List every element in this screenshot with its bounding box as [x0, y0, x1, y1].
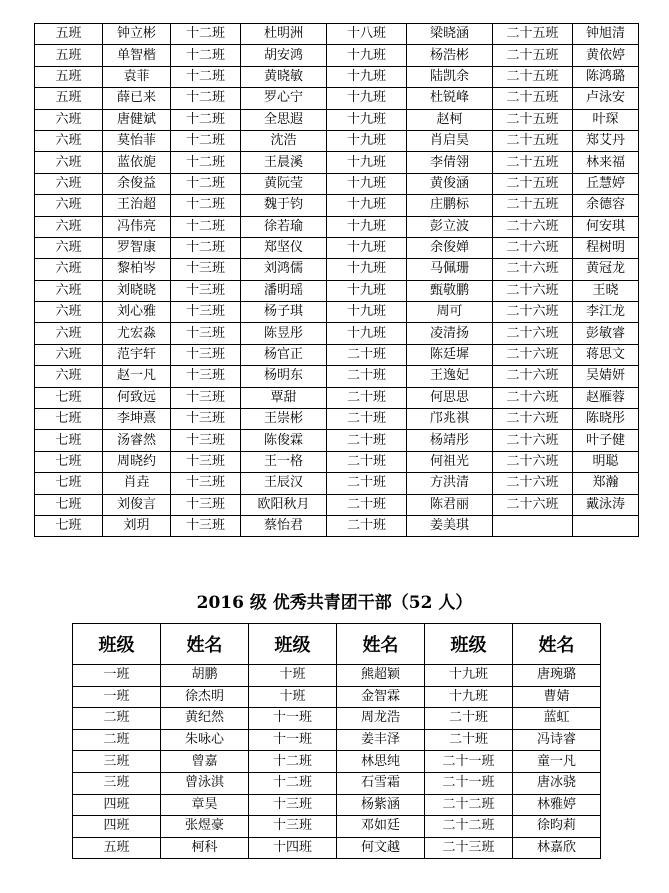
table-row: [73, 729, 601, 751]
name-cell: 刘玥: [103, 515, 171, 536]
name-cell: 全思遐: [241, 109, 327, 130]
name-cell: 何思思: [407, 387, 493, 408]
class-cell: 十三班: [171, 302, 241, 323]
class-cell: 二十班: [425, 729, 513, 751]
class-cell: 十九班: [327, 195, 407, 216]
name-cell: 蓝依旎: [103, 152, 171, 173]
name-cell: 曾泳淇: [161, 772, 249, 794]
name-cell: 石雪霜: [337, 772, 425, 794]
table-row: [35, 473, 639, 494]
class-cell: 二十班: [327, 409, 407, 430]
table-row: [35, 302, 639, 323]
name-cell: 何祖光: [407, 451, 493, 472]
name-cell: 杨靖彤: [407, 430, 493, 451]
name-cell: 梁晓涵: [407, 24, 493, 45]
header-row: [73, 624, 601, 665]
name-cell: 周晓约: [103, 451, 171, 472]
class-cell: 二十六班: [493, 451, 573, 472]
class-cell: 四班: [73, 816, 161, 838]
table-row: [73, 772, 601, 794]
class-cell: 十三班: [249, 816, 337, 838]
name-cell: 袁菲: [103, 66, 171, 87]
class-cell: 七班: [35, 430, 103, 451]
class-cell: 二十六班: [493, 387, 573, 408]
table-row: [35, 494, 639, 515]
class-cell: 四班: [73, 794, 161, 816]
name-cell: 赵柯: [407, 109, 493, 130]
class-cell: 六班: [35, 130, 103, 151]
table-row: [35, 409, 639, 430]
name-cell: 明聪: [573, 451, 639, 472]
class-cell: 十二班: [171, 24, 241, 45]
name-cell: 何致远: [103, 387, 171, 408]
section-title: 2016 级 优秀共青团干部（52 人）: [196, 593, 473, 613]
class-cell: 二十六班: [493, 344, 573, 365]
name-cell: 邓如廷: [337, 816, 425, 838]
name-cell: 范宇轩: [103, 344, 171, 365]
name-cell: 邝兆祺: [407, 409, 493, 430]
name-cell: 周可: [407, 302, 493, 323]
class-cell: 十九班: [327, 323, 407, 344]
name-cell: 魏于钧: [241, 195, 327, 216]
table-row: [35, 152, 639, 173]
name-cell: 蓝虹: [513, 708, 601, 730]
name-cell: 柯科: [161, 837, 249, 859]
class-cell: 十二班: [171, 195, 241, 216]
name-cell: 杜锐峰: [407, 88, 493, 109]
class-cell: 十三班: [171, 280, 241, 301]
class-cell: 十二班: [249, 772, 337, 794]
name-cell: 戴泳涛: [573, 494, 639, 515]
class-cell: 十班: [249, 686, 337, 708]
name-cell: 何安琪: [573, 216, 639, 237]
name-cell: 徐昀莉: [513, 816, 601, 838]
class-cell: 五班: [35, 66, 103, 87]
name-cell: 胡鹏: [161, 665, 249, 687]
class-cell: 十二班: [171, 237, 241, 258]
class-cell: 十二班: [171, 216, 241, 237]
name-cell: 胡安鸿: [241, 45, 327, 66]
name-cell: 彭立波: [407, 216, 493, 237]
class-cell: 十三班: [171, 366, 241, 387]
name-cell: 肖垚: [103, 473, 171, 494]
name-cell: 余俊婵: [407, 237, 493, 258]
name-cell: 姜美琪: [407, 515, 493, 536]
name-cell: 杜明洲: [241, 24, 327, 45]
name-cell: 黄晓敏: [241, 66, 327, 87]
outstanding-cadre-table: [72, 623, 601, 859]
class-cell: 二十二班: [425, 794, 513, 816]
class-cell: 二班: [73, 708, 161, 730]
class-cell: 七班: [35, 515, 103, 536]
name-cell: 刘俊言: [103, 494, 171, 515]
name-cell: 覃甜: [241, 387, 327, 408]
name-cell: 唐冰骁: [513, 772, 601, 794]
name-cell: 周龙浩: [337, 708, 425, 730]
name-cell: 林嘉欣: [513, 837, 601, 859]
name-cell: 王晓: [573, 280, 639, 301]
name-cell: 童一凡: [513, 751, 601, 773]
class-cell: 十四班: [249, 837, 337, 859]
class-cell: 五班: [35, 24, 103, 45]
table-row: [35, 237, 639, 258]
name-cell: 罗心宁: [241, 88, 327, 109]
class-cell: 十九班: [327, 45, 407, 66]
name-cell: 林来福: [573, 152, 639, 173]
table-row: [35, 173, 639, 194]
name-cell: 钟旭清: [573, 24, 639, 45]
table-row: [35, 216, 639, 237]
name-cell: 甄敬鹏: [407, 280, 493, 301]
class-cell: 十二班: [171, 130, 241, 151]
class-cell: 二十班: [327, 494, 407, 515]
table-row: [73, 708, 601, 730]
class-cell: 十二班: [171, 109, 241, 130]
name-cell: 郑坚仪: [241, 237, 327, 258]
class-cell: 二十班: [327, 515, 407, 536]
class-cell: 十二班: [171, 173, 241, 194]
name-cell: 罗智康: [103, 237, 171, 258]
class-cell: 二十六班: [493, 473, 573, 494]
class-cell: 二十班: [327, 473, 407, 494]
header-name: 姓名: [161, 624, 249, 665]
class-cell: 十三班: [171, 473, 241, 494]
class-cell: 七班: [35, 409, 103, 430]
name-cell: 杨紫涵: [337, 794, 425, 816]
name-cell: 蔡怡君: [241, 515, 327, 536]
class-cell: 二十五班: [493, 173, 573, 194]
name-cell: 郑艾丹: [573, 130, 639, 151]
class-cell: 一班: [73, 665, 161, 687]
name-cell: 凌清扬: [407, 323, 493, 344]
name-cell: 曹婧: [513, 686, 601, 708]
class-cell: 十三班: [171, 494, 241, 515]
class-cell: 十三班: [249, 794, 337, 816]
name-cell: 叶琛: [573, 109, 639, 130]
class-cell: 二十六班: [493, 430, 573, 451]
name-cell: 王晨溪: [241, 152, 327, 173]
name-cell: 王治超: [103, 195, 171, 216]
name-cell: 蒋思文: [573, 344, 639, 365]
class-cell: 十二班: [171, 45, 241, 66]
class-cell: 二班: [73, 729, 161, 751]
class-cell: 三班: [73, 772, 161, 794]
name-cell: 王崇彬: [241, 409, 327, 430]
name-cell: 冯伟亮: [103, 216, 171, 237]
class-cell: 三班: [73, 751, 161, 773]
student-roster-table: [34, 23, 639, 537]
name-cell: 王一格: [241, 451, 327, 472]
class-cell: 二十五班: [493, 45, 573, 66]
name-cell: 黄冠龙: [573, 259, 639, 280]
name-cell: 唐健斌: [103, 109, 171, 130]
table-row: [35, 130, 639, 151]
class-cell: 六班: [35, 302, 103, 323]
name-cell: 沈浩: [241, 130, 327, 151]
name-cell: 杨浩彬: [407, 45, 493, 66]
name-cell: 朱咏心: [161, 729, 249, 751]
class-cell: 十九班: [327, 237, 407, 258]
name-cell: 王辰汉: [241, 473, 327, 494]
name-cell: 冯诗睿: [513, 729, 601, 751]
class-cell: 十九班: [327, 302, 407, 323]
name-cell: 丘慧婷: [573, 173, 639, 194]
name-cell: 陈昱彤: [241, 323, 327, 344]
class-cell: 十班: [249, 665, 337, 687]
class-cell: 二十五班: [493, 152, 573, 173]
class-cell: 十三班: [171, 259, 241, 280]
name-cell: 庄鹏标: [407, 195, 493, 216]
table-row: [35, 387, 639, 408]
name-cell: 余德容: [573, 195, 639, 216]
table-row: [73, 794, 601, 816]
table-row: [35, 515, 639, 536]
name-cell: 赵雁蓉: [573, 387, 639, 408]
table-row: [35, 430, 639, 451]
name-cell: 薛已来: [103, 88, 171, 109]
class-cell: 二十五班: [493, 66, 573, 87]
name-cell: 黄俊涵: [407, 173, 493, 194]
class-cell: 十九班: [327, 259, 407, 280]
header-class: 班级: [73, 624, 161, 665]
name-cell: 叶子健: [573, 430, 639, 451]
class-cell: 五班: [35, 88, 103, 109]
class-cell: 一班: [73, 686, 161, 708]
table-row: [35, 45, 639, 66]
name-cell: 黎柏岑: [103, 259, 171, 280]
table-row: [73, 751, 601, 773]
class-cell: 二十六班: [493, 366, 573, 387]
class-cell: 六班: [35, 152, 103, 173]
name-cell: 卢泳安: [573, 88, 639, 109]
name-cell: 徐若瑜: [241, 216, 327, 237]
table-row: [35, 280, 639, 301]
class-cell: 十九班: [327, 152, 407, 173]
header-name: 姓名: [513, 624, 601, 665]
class-cell: 十九班: [425, 665, 513, 687]
name-cell: 李倩翎: [407, 152, 493, 173]
class-cell: 十九班: [327, 109, 407, 130]
class-cell: 二十六班: [493, 302, 573, 323]
class-cell: 二十班: [327, 387, 407, 408]
class-cell: 七班: [35, 387, 103, 408]
name-cell: 张煜豪: [161, 816, 249, 838]
class-cell: 十三班: [171, 323, 241, 344]
name-cell: 肖启昊: [407, 130, 493, 151]
name-cell: 徐杰明: [161, 686, 249, 708]
class-cell: 六班: [35, 366, 103, 387]
class-cell: 二十三班: [425, 837, 513, 859]
class-cell: 五班: [35, 45, 103, 66]
class-cell: 二十五班: [493, 88, 573, 109]
header-class: 班级: [425, 624, 513, 665]
class-cell: 六班: [35, 173, 103, 194]
name-cell: 李江龙: [573, 302, 639, 323]
name-cell: 马佩珊: [407, 259, 493, 280]
class-cell: [493, 515, 573, 536]
class-cell: 十三班: [171, 409, 241, 430]
class-cell: 十二班: [171, 66, 241, 87]
class-cell: 十一班: [249, 729, 337, 751]
class-cell: 二十六班: [493, 237, 573, 258]
class-cell: 十三班: [171, 344, 241, 365]
name-cell: 刘心雅: [103, 302, 171, 323]
name-cell: 曾嘉: [161, 751, 249, 773]
name-cell: [573, 515, 639, 536]
name-cell: 刘鸿儒: [241, 259, 327, 280]
name-cell: 何文越: [337, 837, 425, 859]
class-cell: 六班: [35, 109, 103, 130]
name-cell: 程树明: [573, 237, 639, 258]
name-cell: 杨官正: [241, 344, 327, 365]
name-cell: 吴婧妍: [573, 366, 639, 387]
name-cell: 陈君丽: [407, 494, 493, 515]
table-row: [73, 665, 601, 687]
class-cell: 十一班: [249, 708, 337, 730]
table-row: [35, 66, 639, 87]
class-cell: 六班: [35, 216, 103, 237]
class-cell: 二十班: [327, 430, 407, 451]
header-name: 姓名: [337, 624, 425, 665]
name-cell: 彭敏睿: [573, 323, 639, 344]
class-cell: 十九班: [327, 88, 407, 109]
class-cell: 六班: [35, 195, 103, 216]
class-cell: 十二班: [171, 88, 241, 109]
name-cell: 莫怡菲: [103, 130, 171, 151]
name-cell: 郑瀚: [573, 473, 639, 494]
table-row: [73, 686, 601, 708]
class-cell: 十九班: [425, 686, 513, 708]
class-cell: 二十一班: [425, 751, 513, 773]
class-cell: 七班: [35, 494, 103, 515]
name-cell: 钟立彬: [103, 24, 171, 45]
class-cell: 二十五班: [493, 24, 573, 45]
name-cell: 章昊: [161, 794, 249, 816]
table-row: [73, 816, 601, 838]
class-cell: 十三班: [171, 451, 241, 472]
class-cell: 十三班: [171, 430, 241, 451]
class-cell: 十二班: [249, 751, 337, 773]
class-cell: 二十六班: [493, 280, 573, 301]
name-cell: 单智楷: [103, 45, 171, 66]
class-cell: 十九班: [327, 280, 407, 301]
name-cell: 陈鸿璐: [573, 66, 639, 87]
class-cell: 二十班: [327, 366, 407, 387]
class-cell: 二十六班: [493, 323, 573, 344]
name-cell: 李坤熹: [103, 409, 171, 430]
class-cell: 十九班: [327, 173, 407, 194]
table-row: [35, 344, 639, 365]
name-cell: 唐琬璐: [513, 665, 601, 687]
class-cell: 二十班: [425, 708, 513, 730]
name-cell: 陈廷墀: [407, 344, 493, 365]
name-cell: 金智霖: [337, 686, 425, 708]
name-cell: 潘明瑶: [241, 280, 327, 301]
class-cell: 二十六班: [493, 259, 573, 280]
class-cell: 十三班: [171, 515, 241, 536]
class-cell: 六班: [35, 237, 103, 258]
name-cell: 姜丰泽: [337, 729, 425, 751]
class-cell: 十二班: [171, 152, 241, 173]
class-cell: 二十五班: [493, 130, 573, 151]
class-cell: 二十班: [327, 451, 407, 472]
name-cell: 熊超颖: [337, 665, 425, 687]
name-cell: 欧阳秋月: [241, 494, 327, 515]
name-cell: 陆凯余: [407, 66, 493, 87]
name-cell: 林雅婷: [513, 794, 601, 816]
name-cell: 黄纪然: [161, 708, 249, 730]
class-cell: 二十五班: [493, 109, 573, 130]
name-cell: 黄依婷: [573, 45, 639, 66]
table-row: [35, 88, 639, 109]
table-row: [35, 323, 639, 344]
class-cell: 十八班: [327, 24, 407, 45]
class-cell: 十三班: [171, 387, 241, 408]
name-cell: 杨子琪: [241, 302, 327, 323]
table-row: [35, 366, 639, 387]
name-cell: 汤睿然: [103, 430, 171, 451]
class-cell: 二十六班: [493, 494, 573, 515]
table-row: [73, 837, 601, 859]
class-cell: 五班: [73, 837, 161, 859]
table-row: [35, 24, 639, 45]
class-cell: 六班: [35, 280, 103, 301]
class-cell: 二十六班: [493, 216, 573, 237]
class-cell: 六班: [35, 344, 103, 365]
class-cell: 二十一班: [425, 772, 513, 794]
table-row: [35, 195, 639, 216]
name-cell: 赵一凡: [103, 366, 171, 387]
name-cell: 林思纯: [337, 751, 425, 773]
class-cell: 六班: [35, 323, 103, 344]
class-cell: 六班: [35, 259, 103, 280]
table-row: [35, 259, 639, 280]
name-cell: 余俊益: [103, 173, 171, 194]
class-cell: 二十班: [327, 344, 407, 365]
name-cell: 刘晓晓: [103, 280, 171, 301]
name-cell: 尤宏淼: [103, 323, 171, 344]
class-cell: 二十五班: [493, 195, 573, 216]
class-cell: 十九班: [327, 216, 407, 237]
name-cell: 王逸妃: [407, 366, 493, 387]
class-cell: 七班: [35, 473, 103, 494]
class-cell: 二十二班: [425, 816, 513, 838]
table-row: [35, 451, 639, 472]
name-cell: 陈俊霖: [241, 430, 327, 451]
class-cell: 二十六班: [493, 409, 573, 430]
class-cell: 十九班: [327, 130, 407, 151]
class-cell: 十九班: [327, 66, 407, 87]
header-class: 班级: [249, 624, 337, 665]
name-cell: 杨明东: [241, 366, 327, 387]
table-row: [35, 109, 639, 130]
class-cell: 七班: [35, 451, 103, 472]
name-cell: 陈晓彤: [573, 409, 639, 430]
name-cell: 黄阮莹: [241, 173, 327, 194]
name-cell: 方洪清: [407, 473, 493, 494]
